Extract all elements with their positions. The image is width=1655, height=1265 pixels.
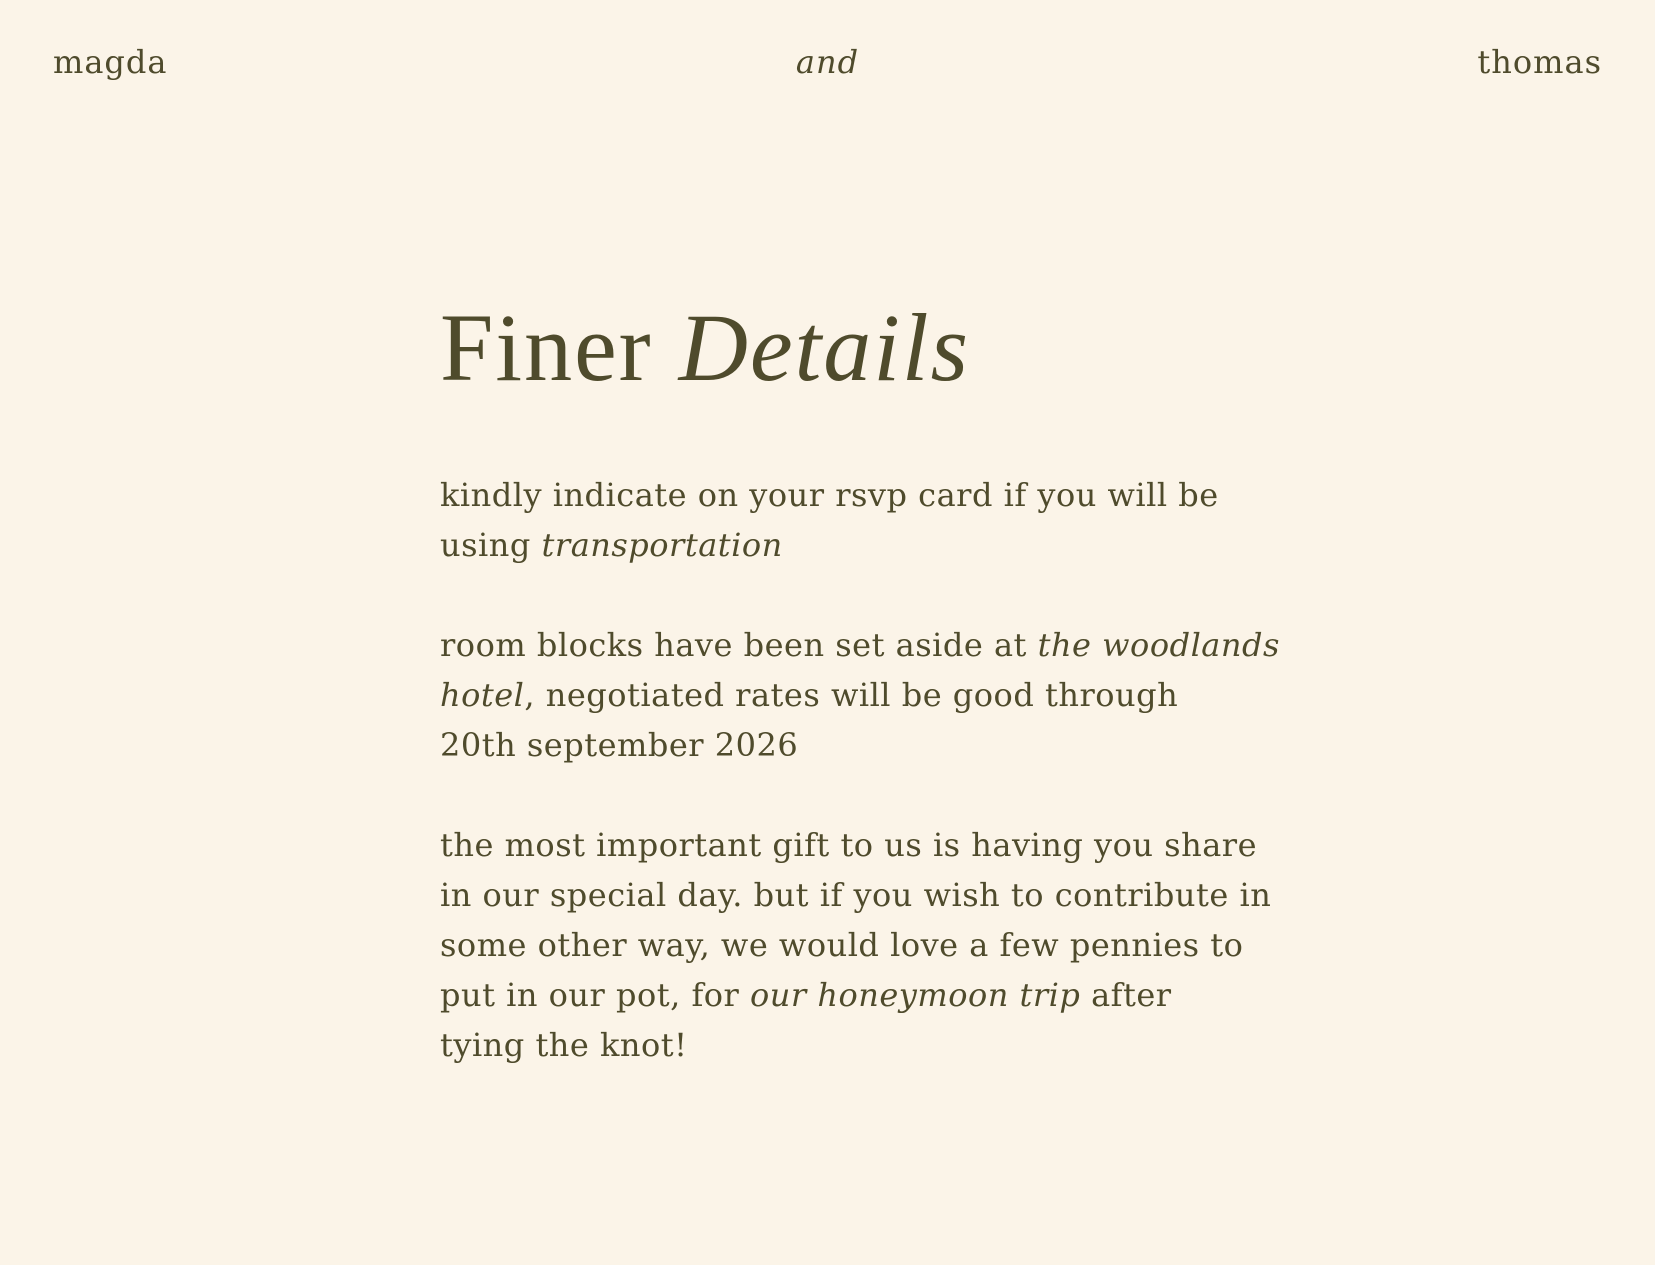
gifts-text: the most important gift to us is having you share in our special day. but if you wish to contribute in some other way, we would love a few pennies to put in our pot, for bbox=[440, 826, 1272, 1014]
gifts-closing: tying the knot! bbox=[440, 1026, 688, 1064]
gifts-paragraph bbox=[440, 820, 1280, 1070]
honeymoon-emphasis: our honeymoon trip bbox=[750, 976, 1081, 1014]
rates-date: 20th september 2026 bbox=[440, 726, 799, 764]
rooms-paragraph bbox=[440, 620, 1280, 770]
transport-text: kindly indicate on your rsvp card if you will be using bbox=[440, 476, 1219, 564]
rooms-text: room blocks have been set aside at bbox=[440, 626, 1027, 664]
bride-name: magda bbox=[53, 43, 168, 81]
page-title bbox=[440, 294, 1280, 401]
site-header bbox=[53, 40, 1602, 84]
name-connector: and bbox=[795, 43, 860, 81]
title-italic: Details bbox=[678, 294, 970, 401]
groom-name: thomas bbox=[1477, 43, 1602, 81]
transport-paragraph bbox=[440, 470, 1280, 570]
gifts-text-after: after bbox=[1091, 976, 1172, 1014]
transport-emphasis: transportation bbox=[541, 526, 783, 564]
hotel-name: the woodlands hotel bbox=[440, 626, 1280, 714]
title-plain: Finer bbox=[440, 294, 653, 401]
details-section bbox=[440, 294, 1280, 1120]
rooms-text-after: , negotiated rates will be good through bbox=[524, 676, 1179, 714]
